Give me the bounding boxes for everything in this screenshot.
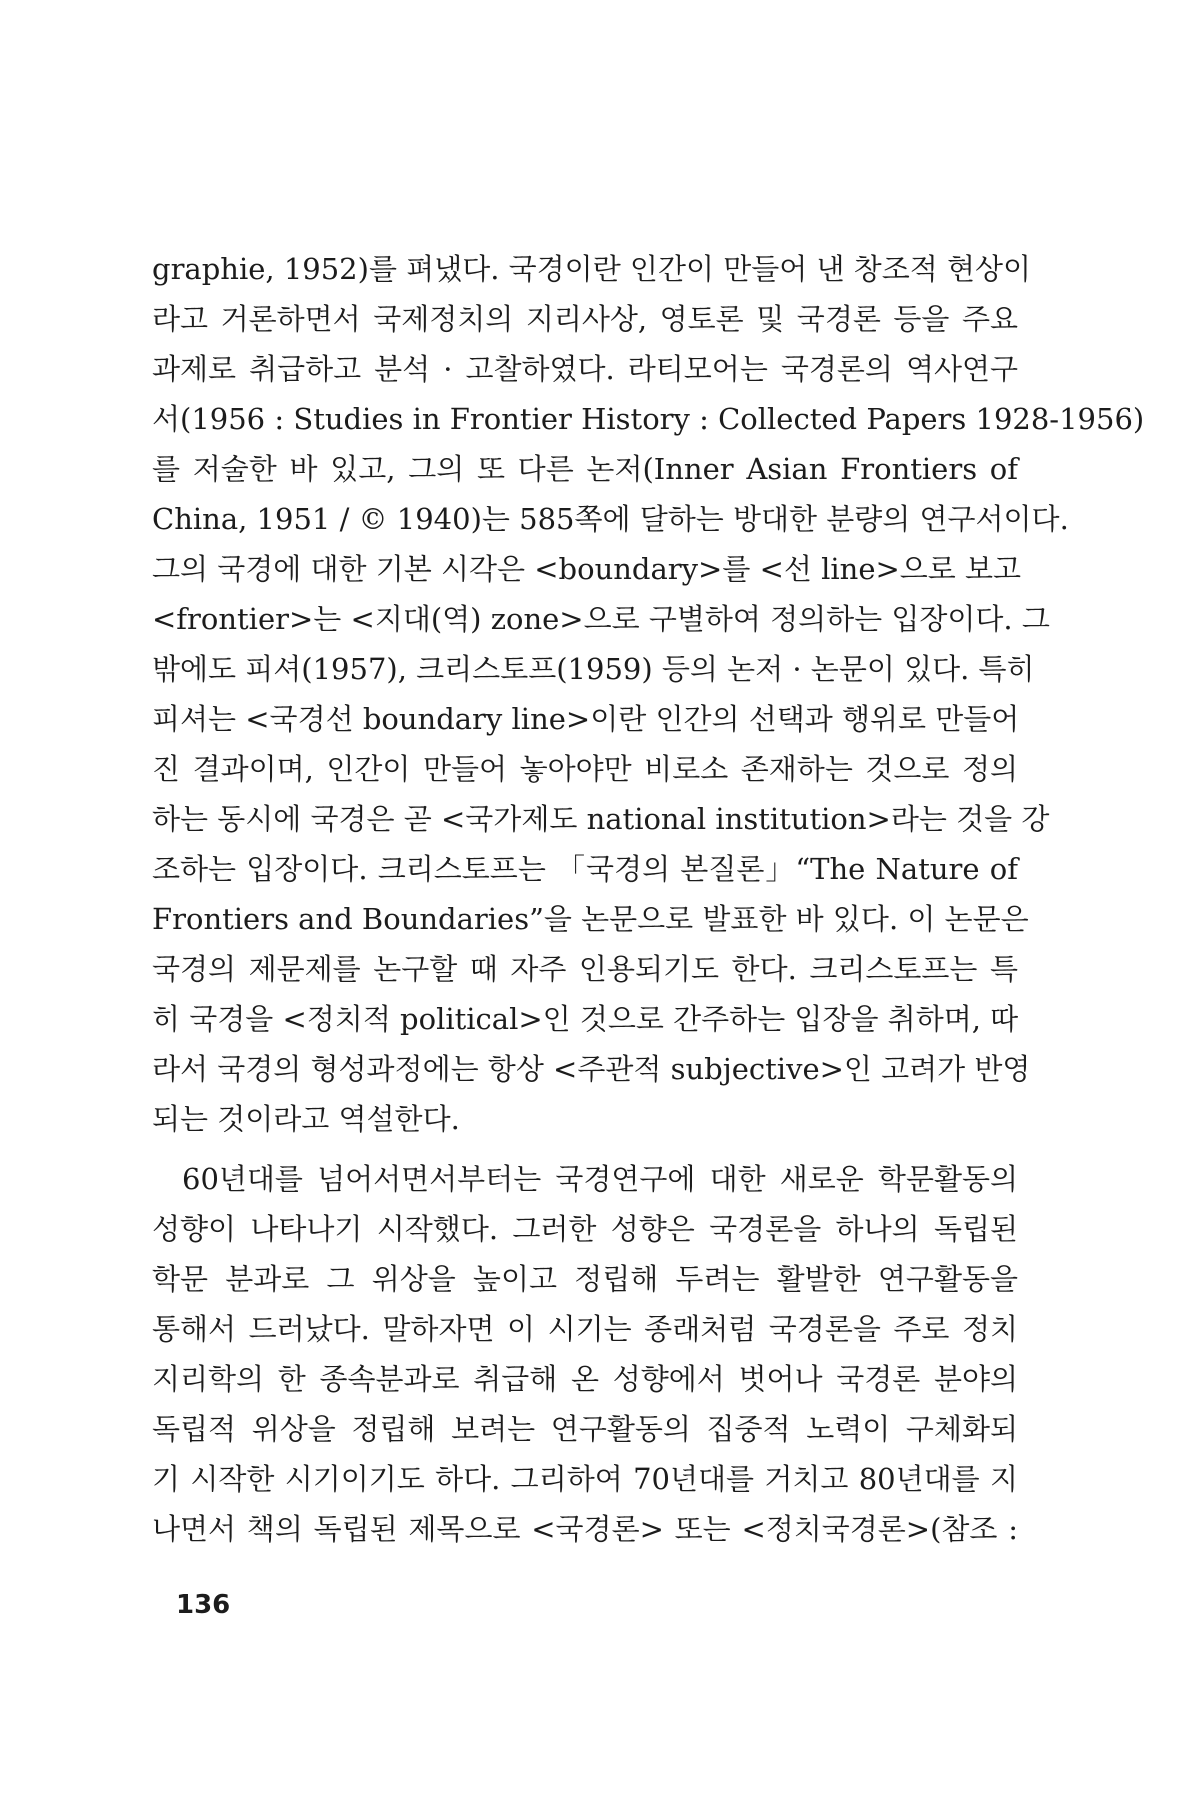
text-line: 를 저술한 바 있고, 그의 또 다른 논저(Inner Asian Frontiers of bbox=[152, 452, 1018, 486]
text-line: 조하는 입장이다. 크리스토프는 「국경의 본질론」“The Nature of bbox=[152, 852, 1018, 886]
text-line: graphie, 1952)를 펴냈다. 국경이란 인간이 만들어 낸 창조적 현상이 bbox=[152, 252, 1031, 286]
text-line: 피셔는 <국경선 boundary line>이란 인간의 선택과 행위로 만들어 bbox=[152, 702, 1020, 736]
text-line: 기 시작한 시기이기도 하다. 그리하여 70년대를 거치고 80년대를 지 bbox=[152, 1462, 1018, 1496]
text-line: 서(1956 : Studies in Frontier History : Collected Papers 1928-1956) bbox=[152, 402, 1145, 436]
body-text bbox=[152, 244, 1145, 1554]
text-line: 과제로 취급하고 분석 · 고찰하였다. 라티모어는 국경론의 역사연구 bbox=[152, 352, 1018, 386]
page-number: 136 bbox=[176, 1590, 231, 1620]
text-line: 되는 것이라고 역설한다. bbox=[152, 1102, 460, 1136]
text-line: 성향이 나타나기 시작했다. 그러한 성향은 국경론을 하나의 독립된 bbox=[152, 1212, 1018, 1246]
text-line: 국경의 제문제를 논구할 때 자주 인용되기도 한다. 크리스토프는 특 bbox=[152, 952, 1018, 986]
text-line: 라고 거론하면서 국제정치의 지리사상, 영토론 및 국경론 등을 주요 bbox=[152, 302, 1018, 336]
text-line: 라서 국경의 형성과정에는 항상 <주관적 subjective>인 고려가 반영 bbox=[152, 1052, 1031, 1086]
text-line: 60년대를 넘어서면서부터는 국경연구에 대한 새로운 학문활동의 bbox=[182, 1162, 1018, 1196]
text-line: 하는 동시에 국경은 곧 <국가제도 national institution>라는 것을 강 bbox=[152, 802, 1050, 836]
text-line: 지리학의 한 종속분과로 취급해 온 성향에서 벗어나 국경론 분야의 bbox=[152, 1362, 1018, 1396]
text-line: 진 결과이며, 인간이 만들어 놓아야만 비로소 존재하는 것으로 정의 bbox=[152, 752, 1018, 786]
text-line: 밖에도 피셔(1957), 크리스토프(1959) 등의 논저 · 논문이 있다. 특히 bbox=[152, 652, 1035, 686]
text-line: 그의 국경에 대한 기본 시각은 <boundary>를 <선 line>으로 보고 bbox=[152, 552, 1022, 586]
text-line: 학문 분과로 그 위상을 높이고 정립해 두려는 활발한 연구활동을 bbox=[152, 1262, 1018, 1296]
text-line: Frontiers and Boundaries”을 논문으로 발표한 바 있다. 이 논문은 bbox=[152, 902, 1029, 936]
text-line: 독립적 위상을 정립해 보려는 연구활동의 집중적 노력이 구체화되 bbox=[152, 1412, 1018, 1446]
text-line: 히 국경을 <정치적 political>인 것으로 간주하는 입장을 취하며, 따 bbox=[152, 1002, 1019, 1036]
text-line: <frontier>는 <지대(역) zone>으로 구별하여 정의하는 입장이다. 그 bbox=[152, 602, 1050, 636]
text-line: 통해서 드러났다. 말하자면 이 시기는 종래처럼 국경론을 주로 정치 bbox=[152, 1312, 1018, 1346]
text-line: China, 1951 / © 1940)는 585쪽에 달하는 방대한 분량의 연구서이다. bbox=[152, 502, 1069, 536]
text-line: 나면서 책의 독립된 제목으로 <국경론> 또는 <정치국경론>(참조 : bbox=[152, 1512, 1018, 1546]
